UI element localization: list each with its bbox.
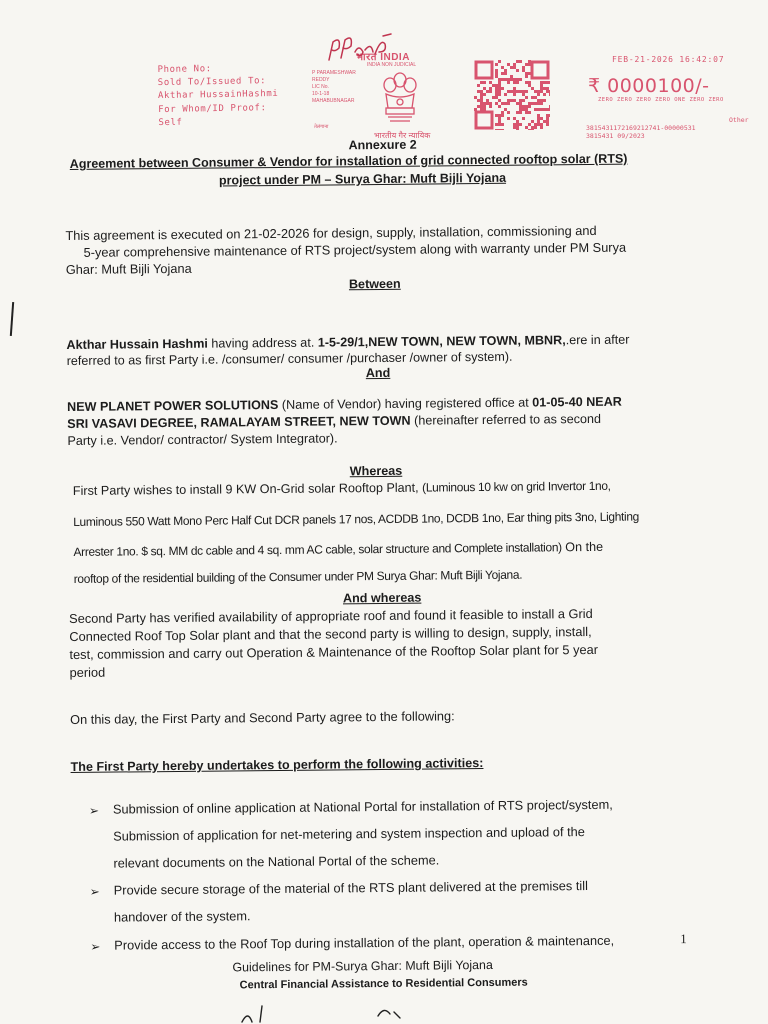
vendor-mid: (Name of Vendor) having registered office at — [278, 395, 533, 412]
whereas-line-1-b: (Luminous 10 kw on grid Invertor 1no, — [422, 478, 611, 495]
emblem-sub-text: INDIA NON JUDICIAL — [367, 62, 417, 68]
bullet2-line-2: handover of the system. — [113, 908, 251, 925]
emblem-state-text: तेलंगाना — [314, 124, 329, 130]
vendor-license-text: LIC No. — [312, 84, 329, 90]
agreement-intro-line: On this day, the First Party and Second Party agree to the following: — [70, 708, 455, 727]
party1-tail: .ere in after — [565, 332, 630, 348]
stamp-serial-date: 3815431 09/2023 — [586, 132, 645, 140]
stamp-other-label: Other — [729, 116, 749, 124]
and-whereas-line-1: Second Party has verified availability of appropriate roof and found it feasible to install a Grid — [69, 605, 593, 626]
emblem-bottom-text: भारतीय गैर न्यायिक — [374, 131, 431, 140]
whereas-line-2: Luminous 550 Watt Mono Perc Half Cut DCR panels 17 nos, ACDDB 1no, DCDB 1no, Ear thing pits 3no, Lighting — [73, 509, 640, 529]
stamp-phone-label: Phone No: — [157, 64, 212, 76]
first-party-heading: The First Party hereby undertakes to perform the following activities: — [70, 756, 484, 774]
vendor-signature-image — [325, 30, 395, 70]
bullet1-line-3: relevant documents on the National Portal of the scheme. — [113, 852, 440, 871]
whereas-heading: Whereas — [349, 463, 403, 479]
bullet-arrow-icon: ➢ — [88, 803, 100, 818]
stamp-for-whom-value: Self — [158, 117, 183, 128]
stamp-sold-to-label: Sold To/Issued To: — [157, 76, 267, 89]
stamp-serial-number: 3815431172169212741-00000531 — [586, 124, 696, 132]
intro-line-1: This agreement is executed on 21-02-2026 for design, supply, installation, commissioning and — [65, 222, 597, 244]
and-whereas-heading: And whereas — [342, 590, 422, 606]
stamp-buyer-name: Akthar HussainHashmi — [157, 89, 279, 102]
stamp-amount-words: ZERO ZERO ZERO ZERO ONE ZERO ZERO — [598, 97, 724, 103]
page-number: 1 — [680, 931, 687, 947]
bullet-arrow-icon: ➢ — [89, 884, 100, 899]
and-whereas-line-3: test, commission and carry out Operation & Maintenance of the Rooftop Solar plant for 5 year — [69, 641, 599, 662]
bullet3-line-1: Provide access to the Roof Top during installation of the plant, operation & maintenance, — [114, 932, 615, 953]
whereas-line-3-a: Arrester 1no. $ sq. MM dc cable and 4 sq. mm AC cable, solar structure and Complete installation) — [73, 540, 562, 559]
vendor-line-3: Party i.e. Vendor/ contractor/ System Integrator). — [67, 431, 338, 448]
vendor-license-block — [312, 70, 364, 105]
annexure-label: Annexure 2 — [348, 137, 417, 153]
and-whereas-line-2: Connected Roof Top Solar plant and that the second party is willing to design, supply, install, — [69, 623, 592, 644]
whereas-line-3 — [73, 539, 603, 560]
footer-guidelines-title: Guidelines for PM-Surya Ghar: Muft Bijli Yojana — [232, 957, 493, 975]
stamp-amount: ₹ 0000100/- — [588, 75, 710, 97]
stamp-issue-date: FEB-21-2026 16:42:07 — [612, 55, 725, 64]
footer-guidelines-subtitle: Central Financial Assistance to Residential Consumers — [239, 976, 528, 992]
bullet1-line-2: Submission of application for net-metering and system inspection and upload of the — [113, 824, 585, 844]
whereas-line-1 — [73, 478, 611, 499]
whereas-line-3-b: On the — [561, 539, 604, 555]
stamp-for-whom-label: For Whom/ID Proof: — [158, 102, 267, 115]
party1-address: 1-5-29/1,NEW TOWN, NEW TOWN, MBNR, — [317, 333, 566, 350]
stamp-qr-code — [474, 60, 550, 130]
agreement-title-line2: project under PM – Surya Ghar: Muft Bijli Yojana — [218, 170, 507, 188]
bullet-arrow-icon: ➢ — [90, 939, 101, 954]
intro-line-2: 5-year comprehensive maintenance of RTS project/system along with warranty under PM Surya — [83, 239, 627, 260]
bottom-signature-image — [238, 992, 418, 1024]
intro-line-3: Ghar: Muft Bijli Yojana — [65, 260, 192, 278]
whereas-line-1-a: First Party wishes to install 9 KW On-Grid solar Rooftop Plant, — [72, 480, 423, 498]
agreement-title-line1: Agreement between Consumer & Vendor for installation of grid connected rooftop solar (RTS) — [69, 151, 628, 171]
party1-name: Akthar Hussain Hashmi — [66, 336, 208, 353]
party1-address-label: having address at. — [207, 335, 318, 351]
between-heading: Between — [348, 276, 401, 292]
ashoka-lion-emblem-icon — [380, 70, 420, 128]
and-whereas-line-4: period — [69, 664, 106, 680]
stamp-issue-details — [157, 62, 279, 130]
vendor-name: NEW PLANET POWER SOLUTIONS — [67, 397, 279, 414]
margin-pen-mark — [10, 302, 14, 336]
vendor-tail: (hereinafter referred to as second — [410, 411, 602, 428]
whereas-line-4: rooftop of the residential building of the Consumer under PM Surya Ghar: Muft Bijli Yojana. — [73, 567, 523, 586]
party1-line-2: referred to as first Party i.e. /consumer/ consumer /purchaser /owner of system). — [66, 349, 513, 369]
bullet1-line-1: Submission of online application at National Portal for installation of RTS project/system, — [112, 796, 613, 817]
vendor-address-2: SRI VASAVI DEGREE, RAMALAYAM STREET, NEW TOWN — [67, 413, 411, 431]
vendor-address-1: 01-05-40 NEAR — [532, 394, 622, 410]
emblem-india-text: भारत INDIA — [356, 52, 410, 63]
vendor-name-text: P PARAMESHWAR REDDY — [312, 70, 356, 83]
vendor-door-text: 10-1-18 — [312, 91, 330, 97]
bullet2-line-1: Provide secure storage of the material of the RTS plant delivered at the premises till — [113, 878, 588, 898]
and-heading: And — [365, 365, 391, 381]
vendor-city-text: MAHABUBNAGAR — [312, 98, 355, 104]
